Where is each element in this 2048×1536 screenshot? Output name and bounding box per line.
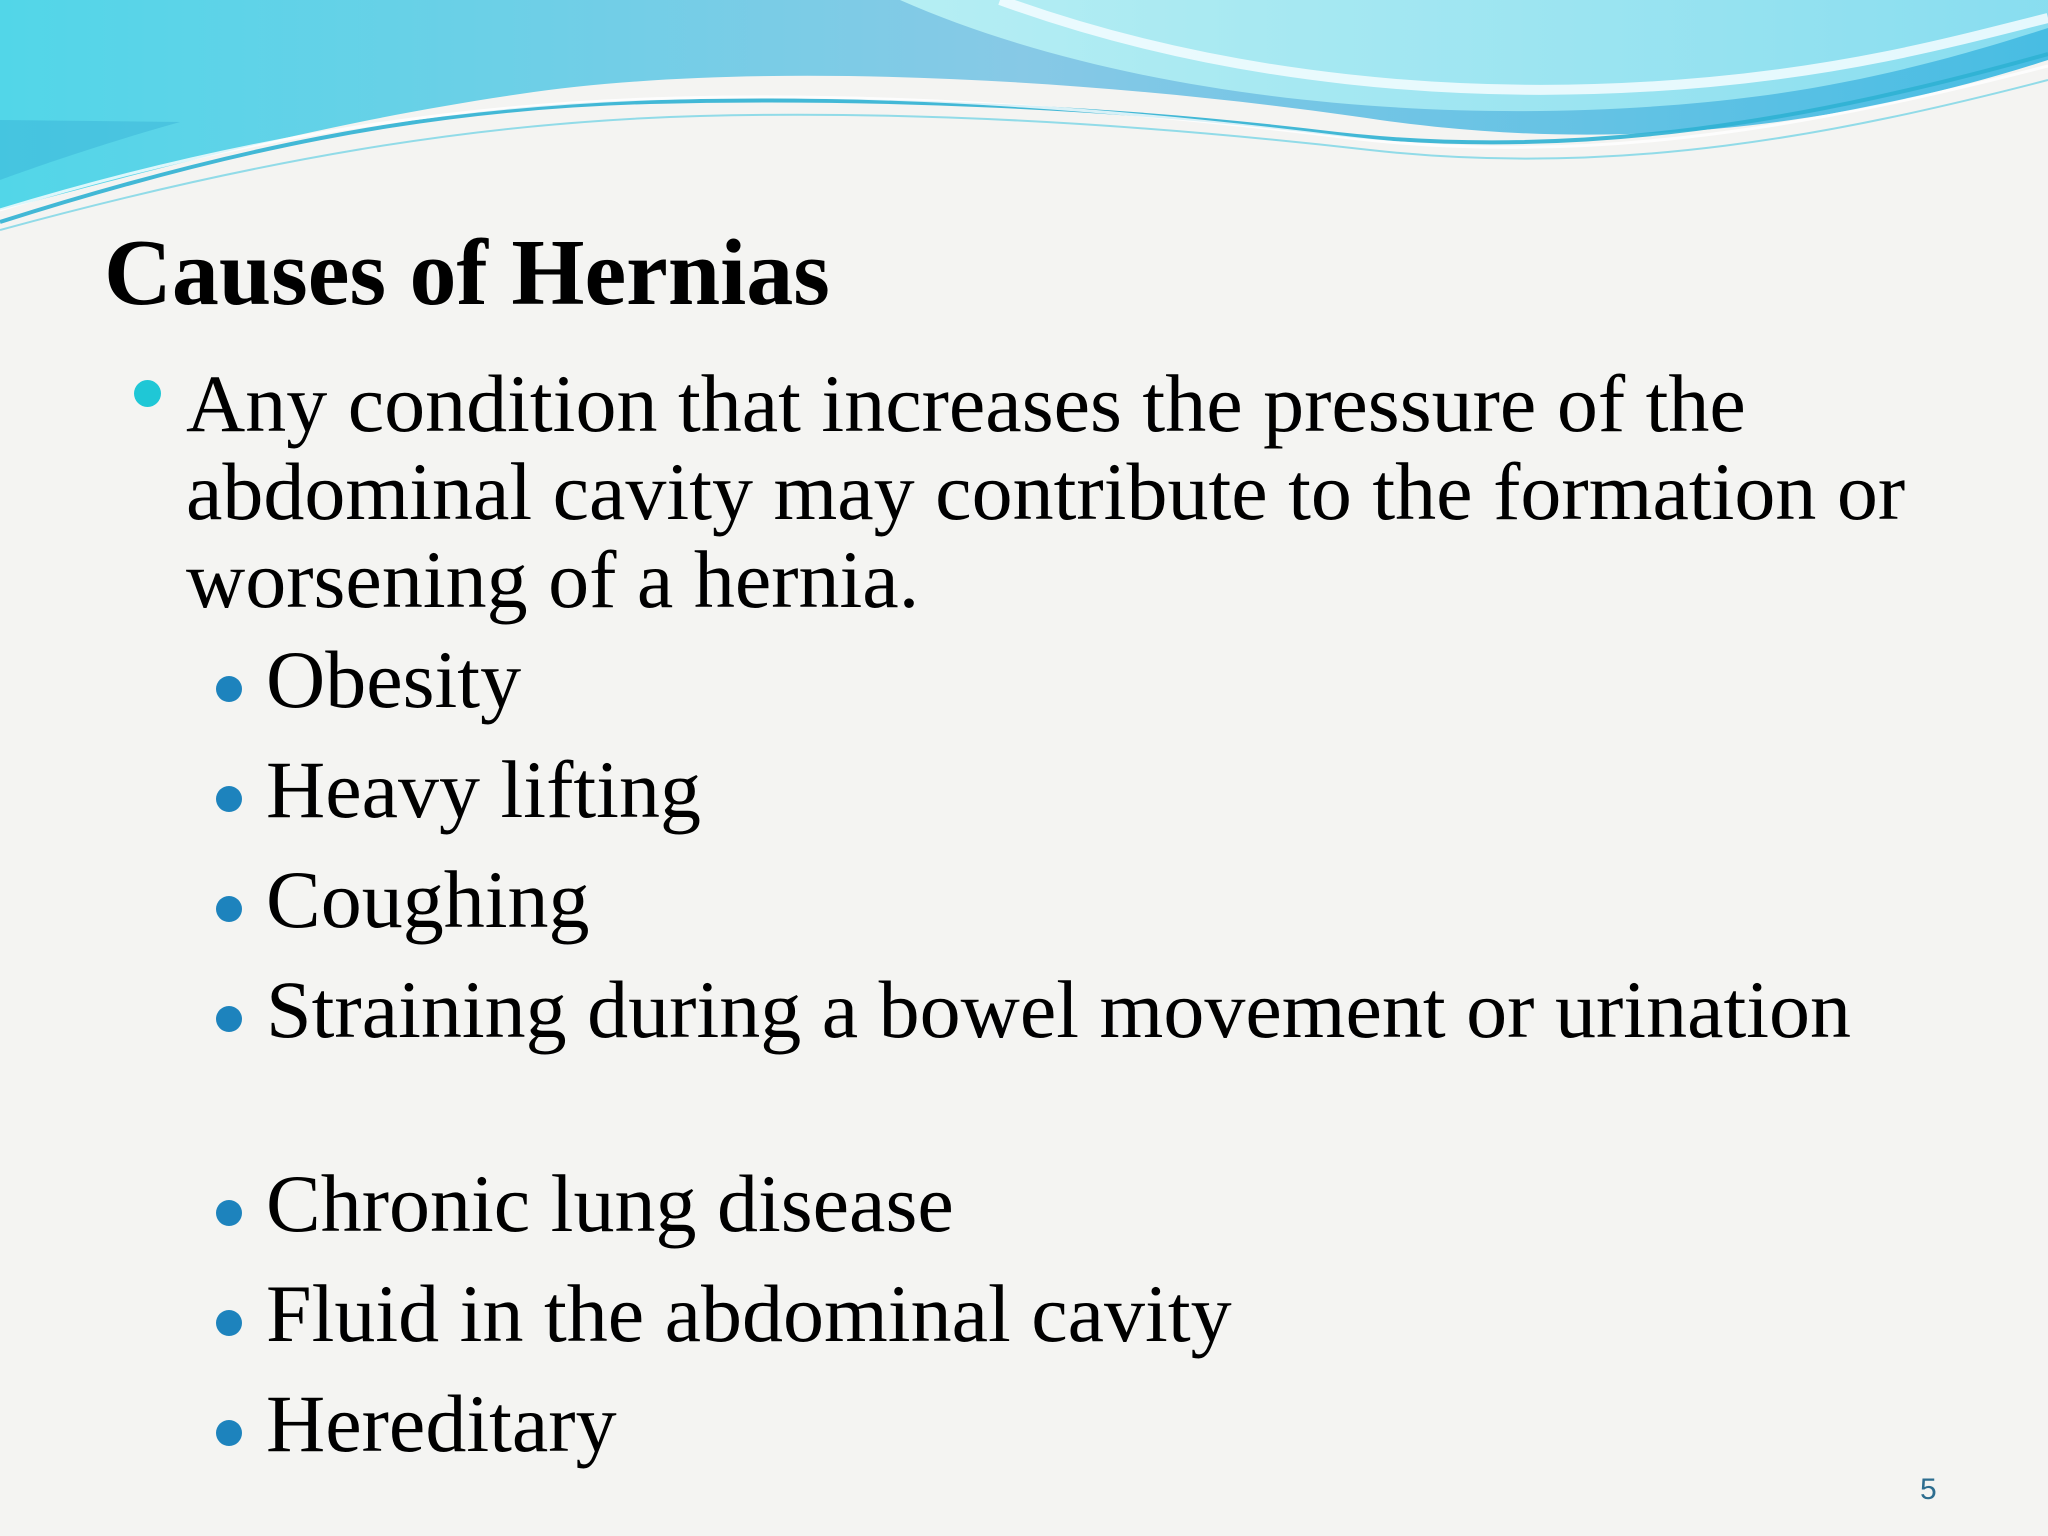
circle-bullet-icon — [216, 786, 242, 812]
slide-title: Causes of Hernias — [104, 221, 830, 325]
sub-bullet-text: Straining during a bowel movement or urination — [266, 964, 1852, 1055]
circle-bullet-icon — [216, 1420, 242, 1446]
wave-banner — [0, 0, 2048, 240]
circle-bullet-icon — [134, 380, 161, 407]
circle-bullet-icon — [216, 1310, 242, 1336]
main-bullet-text: Any condition that increases the pressure of the abdominal cavity may contribute to the formation or worsening of a hernia. — [186, 358, 1906, 625]
circle-bullet-icon — [216, 1006, 242, 1032]
sub-bullet-text: Coughing — [266, 854, 590, 945]
sub-bullet-text: Obesity — [266, 634, 522, 725]
circle-bullet-icon — [216, 1200, 242, 1226]
circle-bullet-icon — [216, 896, 242, 922]
sub-bullet-text: Fluid in the abdominal cavity — [266, 1268, 1232, 1359]
page-number: 5 — [1920, 1473, 1937, 1506]
sub-bullet-text: Chronic lung disease — [266, 1158, 954, 1249]
sub-bullet-text: Heavy lifting — [266, 744, 701, 835]
sub-bullet-text: Hereditary — [266, 1378, 617, 1469]
circle-bullet-icon — [216, 676, 242, 702]
